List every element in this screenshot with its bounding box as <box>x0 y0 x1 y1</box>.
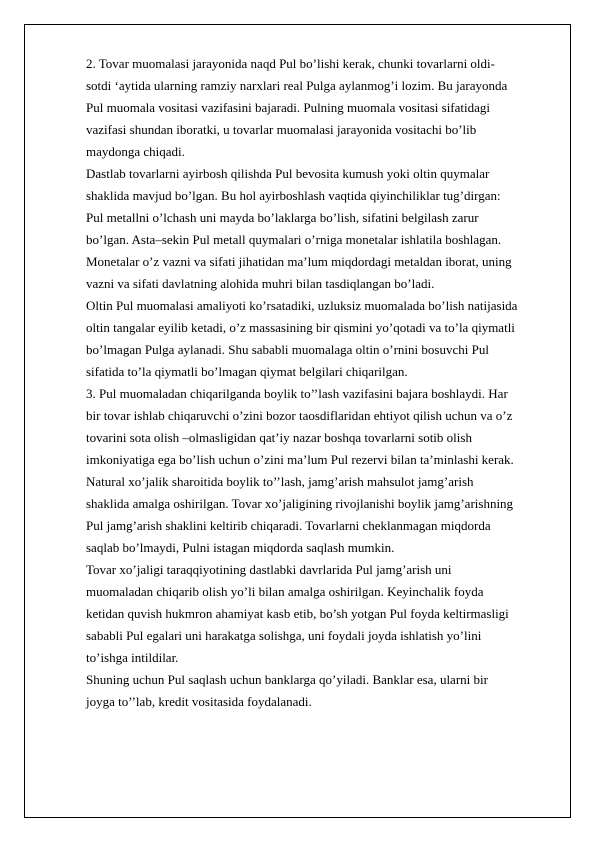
text-line: muomaladan chiqarib olish yo’li bilan amalga oshirilgan. Keyinchalik foyda <box>86 584 484 599</box>
text-line: sotdi ‘aytida ularning ramziy narxlari real Pulga aylanmog’i lozim. Bu jarayonda <box>86 78 508 93</box>
text-line: 2. Tovar muomalasi jarayonida naqd Pul bo’lishi kerak, chunki tovarlarni oldi- <box>86 56 495 71</box>
text-line: sababli Pul egalari uni harakatga solishga, uni foydali joyda ishlatish yo’lini <box>86 628 482 643</box>
text-line: 3. Pul muomaladan chiqarilganda boylik to’’lash vazifasini bajara boshlaydi. Har <box>86 386 508 401</box>
text-line: vazifasi shundan iboratki, u tovarlar muomalasi jarayonida vositachi bo’lib <box>86 122 477 137</box>
text-line: Pul metallni o’lchash uni mayda bo’laklarga bo’lish, sifatini belgilash zarur <box>86 210 479 225</box>
text-line: Monetalar o’z vazni va sifati jihatidan ma’lum miqdordagi metaldan iborat, uning <box>86 254 512 269</box>
text-line: Dastlab tovarlarni ayirbosh qilishda Pul bevosita kumush yoki oltin quymalar <box>86 166 490 181</box>
text-line: Oltin Pul muomalasi amaliyoti ko’rsatadiki, uzluksiz muomalada bo’lish natijasida <box>86 298 518 313</box>
document-text <box>86 53 552 713</box>
text-line: oltin tangalar eyilib ketadi, o’z massasining bir qismini yo’qotadi va to’la qiymatli <box>86 320 515 335</box>
text-line: shaklida mavjud bo’lgan. Bu hol ayirboshlash vaqtida qiyinchiliklar tug’dirgan: <box>86 188 501 203</box>
text-line: Shuning uchun Pul saqlash uchun banklarga qo’yiladi. Banklar esa, ularni bir <box>86 672 488 687</box>
text-line: shaklida amalga oshirilgan. Tovar xo’jaligining rivojlanishi boylik jamg’arishning <box>86 496 514 511</box>
text-line: Pul jamg’arish shaklini keltirib chiqaradi. Tovarlarni cheklanmagan miqdorda <box>86 518 491 533</box>
text-line: Tovar xo’jaligi taraqqiyotining dastlabki davrlarida Pul jamg’arish uni <box>86 562 452 577</box>
text-line: ketidan quvish hukmron ahamiyat kasb etib, bo’sh yotgan Pul foyda keltirmasligi <box>86 606 509 621</box>
text-line: Pul muomala vositasi vazifasini bajaradi. Pulning muomala vositasi sifatidagi <box>86 100 491 115</box>
text-line: imkoniyatiga ega bo’lish uchun o’zini ma’lum Pul rezervi bilan ta’minlashi kerak. <box>86 452 514 467</box>
text-line: sifatida to’la qiymatli bo’lmagan qiymat belgilari chiqarilgan. <box>86 364 408 379</box>
text-line: joyga to’’lab, kredit vositasida foydalanadi. <box>86 694 312 709</box>
text-line: vazni va sifati davlatning alohida muhri bilan tasdiqlangan bo’ladi. <box>86 276 435 291</box>
text-line: bir tovar ishlab chiqaruvchi o’zini bozor taosdiflaridan ehtiyot qilish uchun va o’z <box>86 408 513 423</box>
text-line: tovarini sota olish –olmasligidan qat’iy nazar boshqa tovarlarni sotib olish <box>86 430 472 445</box>
text-line: Natural xo’jalik sharoitida boylik to’’lash, jamg’arish mahsulot jamg’arish <box>86 474 474 489</box>
text-line: saqlab bo’lmaydi, Pulni istagan miqdorda saqlash mumkin. <box>86 540 395 555</box>
text-line: maydonga chiqadi. <box>86 144 185 159</box>
text-line: bo’lmagan Pulga aylanadi. Shu sababli muomalaga oltin o’rnini bosuvchi Pul <box>86 342 489 357</box>
text-line: bo’lgan. Asta–sekin Pul metall quymalari o’rniga monetalar ishlatila boshlagan. <box>86 232 502 247</box>
text-line: to’ishga intildilar. <box>86 650 179 665</box>
